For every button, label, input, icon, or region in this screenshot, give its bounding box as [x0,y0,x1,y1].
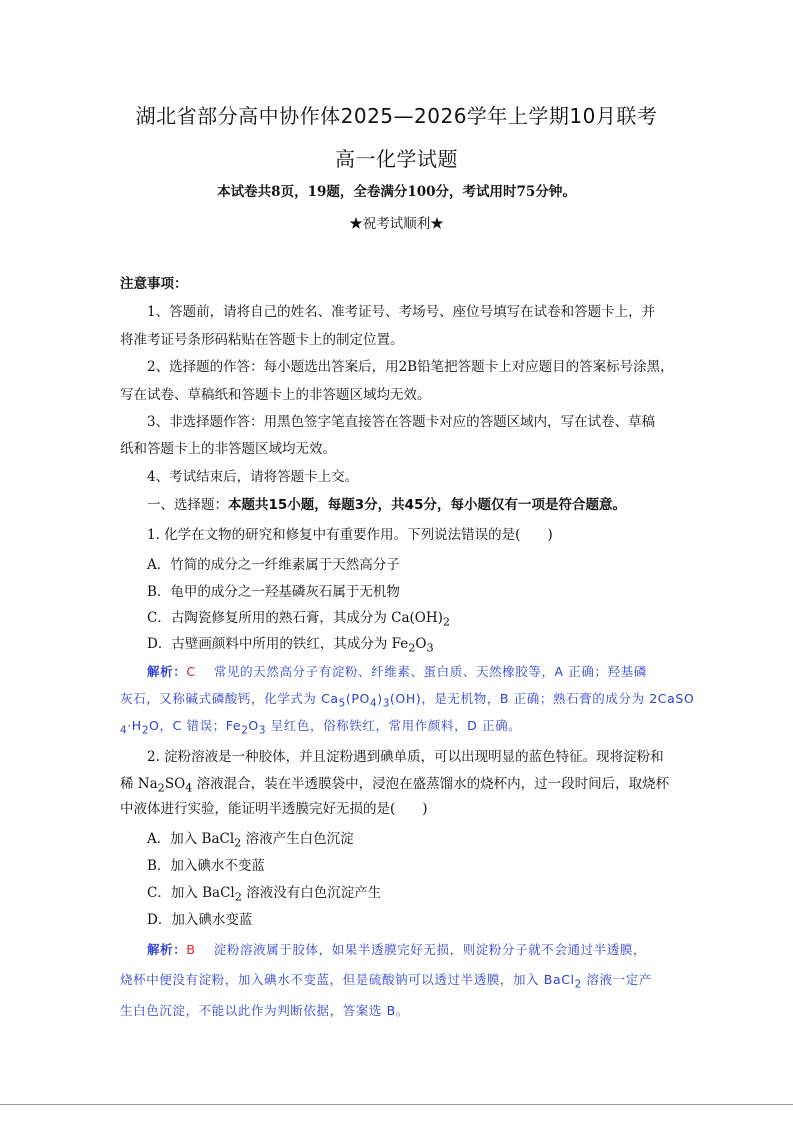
q1-option-c: C．古陶瓷修复所用的熟石膏，其成分为 $Ca(OH)_2$ [147,610,451,629]
exam-info: 本试卷共8页，19题，全卷满分100分，考试用时75分钟。 [217,184,576,200]
note-2-line-2: 写在试卷、草稿纸和答题卡上的非答题区域均无效。 [120,387,431,403]
good-luck-text: ★祝考试顺利★ [349,216,444,232]
q2-answer-letter: B [186,942,196,957]
note-1-line-1: 1、答题前，请将自己的姓名、准考证号、考场号、座位号填写在试卷和答题卡上，并 [147,304,656,320]
q1-answer-label: 解析： [147,664,187,679]
section-heading [147,493,626,513]
q2-answer-label: 解析： [147,942,187,957]
q1-explanation-line-2: 灰石，又称碱式磷酸钙，化学式为 $Ca_5(PO_4)_3(OH)$，是无机物，B 正确；熟石膏的成分为 2CaSO [120,691,695,710]
section-description: 本题共15小题，每题3分，共45分，每小题仅有一项是符合题意。 [228,497,626,513]
exam-subtitle: 高一化学试题 [335,147,458,171]
q1-option-b: B．龟甲的成分之一羟基磷灰石属于无机物 [147,584,400,600]
notes-heading: 注意事项： [120,276,188,292]
exam-title: 湖北省部分高中协作体2025—2026学年上学期10月联考 [135,104,658,128]
q2-option-b: B．加入碘水不变蓝 [147,858,265,874]
q2-explanation-line-2: 烧杯中便没有淀粉，加入碘水不变蓝，但是硫酸钠可以透过半透膜，加入 BaCl$_2$ 溶液一定产 [120,972,652,991]
q2-stem-line-1: 2. 淀粉溶液是一种胶体，并且淀粉遇到碘单质，可以出现明显的蓝色特征。现将淀粉和 [147,749,664,765]
q2-option-a: A．加入 BaCl$_2$ 溶液产生白色沉淀 [147,831,354,850]
q1-option-a: A．竹简的成分之一纤维素属于天然高分子 [147,557,400,573]
q2-explanation-line-1: 解析：B 淀粉溶液属于胶体，如果半透膜完好无损，则淀粉分子就不会通过半透膜， [147,942,647,957]
page-bottom-divider [0,1104,793,1105]
q1-stem: 1. 化学在文物的研究和修复中有重要作用。下列说法错误的是( ) [147,527,553,543]
q2-stem-line-3: 中液体进行实验，能证明半透膜完好无损的是( ) [120,801,428,817]
note-1-line-2: 将准考证号条形码粘贴在答题卡上的制定位置。 [120,332,404,348]
q1-explanation-line-1: 解析：C 常见的天然高分子有淀粉、纤维素、蛋白质、天然橡胶等，A 正确；羟基磷 [147,664,647,679]
note-4: 4、考试结束后，请将答题卡上交。 [147,469,359,485]
q2-explanation-line-3: 生白色沉淀，不能以此作为判断依据，答案选 B。 [120,1003,409,1018]
note-3-line-2: 纸和答题卡上的非答题区域均无效。 [120,441,336,457]
q2-option-d: D．加入碘水变蓝 [147,912,253,928]
note-2-line-1: 2、选择题的作答：每小题选出答案后，用2B铅笔把答题卡上对应题目的答案标号涂黑， [147,359,674,375]
section-label: 一、选择题： [147,497,228,513]
q1-option-d: D．古壁画颜料中所用的铁红，其成分为 $Fe_2O_3$ [147,636,434,655]
q2-option-c: C．加入 BaCl$_2$ 溶液没有白色沉淀产生 [147,885,382,904]
note-3-line-1: 3、非选择题作答：用黑色签字笔直接答在答题卡对应的答题区域内，写在试卷、草稿 [147,414,656,430]
q2-stem-line-2: 稀 $Na_2SO_4$ 溶液混合，装在半透膜袋中，浸泡在盛蒸馏水的烧杯内，过一段时间后，取烧杯 [120,776,670,795]
q1-explanation-line-3: $_4\cdot H_2O$，C 错误；$Fe_2O_3$ 呈红色，俗称铁红，常用作颜料，D 正确。 [120,718,522,737]
q1-answer-letter: C [186,664,196,679]
